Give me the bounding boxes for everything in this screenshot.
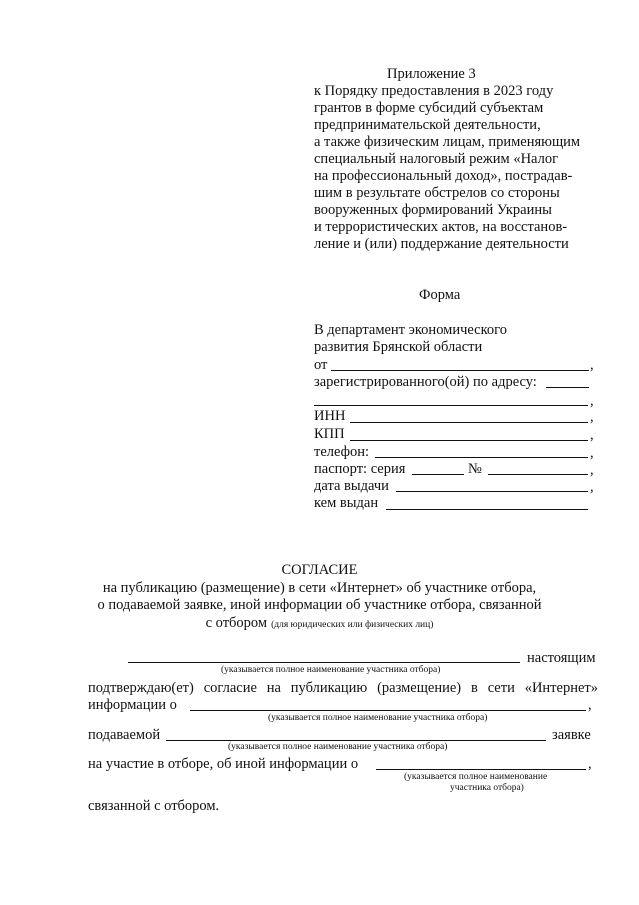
appendix-title: Приложение 3 xyxy=(387,66,476,82)
confirm-word: подтверждаю(ет) xyxy=(88,680,194,696)
confirm-line xyxy=(88,680,598,697)
passport-number-field[interactable] xyxy=(488,474,588,475)
hint-submitted: (указывается полное наименование участника отбора) xyxy=(228,742,448,752)
address-field[interactable] xyxy=(546,387,589,388)
application-word: заявке xyxy=(552,727,591,743)
confirm-word: в xyxy=(470,680,478,696)
hint-info-about: (указывается полное наименование участника отбора) xyxy=(268,713,488,723)
address-field-line2[interactable] xyxy=(314,405,588,406)
appendix-line: шим в результате обстрелов со стороны xyxy=(314,185,560,201)
hint-other-info-line2: участника отбора) xyxy=(450,783,524,793)
issue-date-label: дата выдачи xyxy=(314,478,389,494)
confirm-word: согласие xyxy=(203,680,257,696)
consent-title: СОГЛАСИЕ xyxy=(281,562,358,578)
form-label: Форма xyxy=(419,287,461,303)
appendix-line: вооруженных формирований Украины xyxy=(314,202,552,218)
issued-by-label: кем выдан xyxy=(314,495,379,511)
passport-number-label: № xyxy=(468,461,482,477)
consent-line3-text: с отбором xyxy=(205,615,268,631)
consent-line3-note: (для юридических или физических лиц) xyxy=(271,620,434,630)
confirm-word: сети xyxy=(487,680,515,696)
hint-other-info-line1: (указывается полное наименование xyxy=(404,772,548,782)
appendix-text xyxy=(314,83,580,253)
appendix-line: и террористических актов, на восстанов- xyxy=(314,219,568,235)
addressee-to-line1: В департамент экономического xyxy=(314,322,508,338)
info-about-field[interactable] xyxy=(190,710,586,711)
confirm-word: на xyxy=(266,680,281,696)
comma: , xyxy=(590,393,594,409)
confirm-word: публикацию xyxy=(290,680,368,696)
phone-field[interactable] xyxy=(375,457,588,458)
comma: , xyxy=(590,409,594,425)
issued-by-field[interactable] xyxy=(386,509,588,510)
phone-label: телефон: xyxy=(314,444,370,460)
kpp-label: КПП xyxy=(314,426,345,442)
hint-participant-name: (указывается полное наименование участника отбора) xyxy=(221,665,441,675)
present-word: настоящим xyxy=(527,650,596,666)
comma: , xyxy=(590,462,594,478)
inn-field[interactable] xyxy=(350,422,588,423)
submitted-field[interactable] xyxy=(166,740,546,741)
consent-line2: о подаваемой заявке, иной информации об участнике отбора, связанной xyxy=(97,597,542,613)
info-about-label: информации о xyxy=(88,697,177,713)
other-info-field[interactable] xyxy=(376,769,586,770)
comma: , xyxy=(590,427,594,443)
comma: , xyxy=(588,756,592,772)
comma: , xyxy=(590,445,594,461)
submitted-label: подаваемой xyxy=(88,727,161,743)
comma: , xyxy=(590,357,594,373)
participant-name-field[interactable] xyxy=(128,662,520,663)
comma: , xyxy=(588,697,592,713)
addressee-to-line2: развития Брянской области xyxy=(314,339,483,355)
comma: , xyxy=(590,479,594,495)
appendix-line: а также физическим лицам, применяющим xyxy=(314,134,581,150)
related-text: связанной с отбором. xyxy=(88,798,220,814)
inn-label: ИНН xyxy=(314,408,346,424)
consent-line1: на публикацию (размещение) в сети «Интернет» об участнике отбора, xyxy=(102,580,537,596)
appendix-line: на профессиональный доход», пострадав- xyxy=(314,168,573,184)
passport-series-label: паспорт: серия xyxy=(314,461,406,477)
issue-date-field[interactable] xyxy=(396,491,588,492)
from-label: от xyxy=(314,357,328,373)
passport-series-field[interactable] xyxy=(412,474,464,475)
appendix-line: предпринимательской деятельности, xyxy=(314,117,541,133)
consent-line3 xyxy=(0,614,639,632)
appendix-line: ление и (или) поддержание деятельности xyxy=(314,236,569,252)
appendix-line: специальный налоговый режим «Налог xyxy=(314,151,559,167)
registered-label: зарегистрированного(ой) по адресу: xyxy=(314,374,537,390)
confirm-word: (размещение) xyxy=(377,680,462,696)
participation-label: на участие в отборе, об иной информации о xyxy=(88,756,359,772)
kpp-field[interactable] xyxy=(350,440,588,441)
from-field[interactable] xyxy=(331,370,589,371)
appendix-line: к Порядку предоставления в 2023 году xyxy=(314,83,554,99)
appendix-line: грантов в форме субсидий субъектам xyxy=(314,100,544,116)
confirm-word: «Интернет» xyxy=(524,680,598,696)
